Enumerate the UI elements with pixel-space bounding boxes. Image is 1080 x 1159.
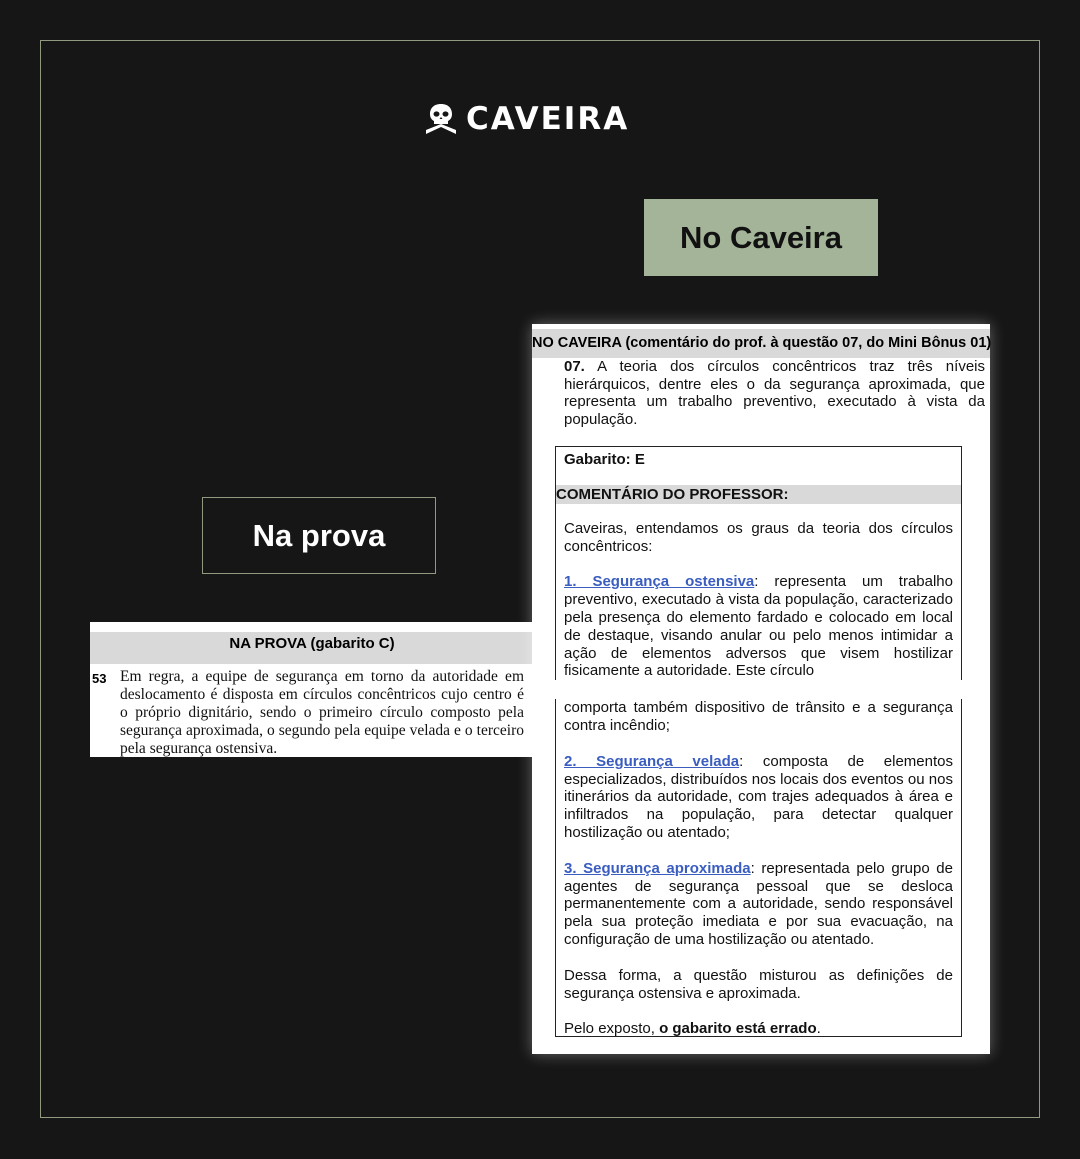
question-number: 53 [92,671,107,686]
caveira-question-text: A teoria dos círculos concêntricos traz três níveis hierárquicos, dentre eles o da segurança aproximada, que representa um trabalho preventivo, executado à vista da população. [564,358,985,428]
ostensiva-link[interactable]: 1. Segurança ostensiva [564,573,755,591]
final-prefix: Pelo exposto, [564,1020,660,1038]
no-caveira-label: No Caveira [644,199,878,276]
final-verdict [556,1020,961,1038]
logo-text: CAVEIRA [466,101,630,137]
aproximada-link[interactable]: 3. Segurança aproximada [564,859,751,877]
aproximada-text: : representada pelo grupo de agentes de segurança pessoal que se desloca permanentemente com a autoridade, sendo responsável pela sua proteção imediata e por sua evacuação, na configuração de uma hostilização ou atentado. [564,859,953,948]
page-break [554,680,963,699]
na-prova-card [90,622,534,757]
ostensiva-text-a: : representa um trabalho preventivo, executado à vista da população, caracterizado pela presença do elemento fardado e colocado em local de destaque, visando anular ou pelo menos intimidar a ação de elementos adversos que visem hostilizar fisicamente a autoridade. Este círculo [564,573,953,680]
na-prova-label: Na prova [202,497,436,574]
item-aproximada [556,860,961,949]
na-prova-question [90,664,534,758]
caveira-question [564,358,985,428]
ostensiva-text-b: comporta também dispositivo de trânsito e a segurança contra incêndio; [564,699,953,734]
na-prova-header: NA PROVA (gabarito C) [90,632,534,664]
velada-text: : composta de elementos especializados, distribuídos nos locais dos eventos ou nos itinerários da autoridade, com trajes adequados à área e infiltrados na população, para detectar qualquer hostilização ou atentado; [564,752,953,841]
skull-reader-icon [424,102,458,136]
gabarito: Gabarito: E [564,451,645,468]
comment-header: COMENTÁRIO DO PROFESSOR: [556,485,961,504]
comment-intro: Caveiras, entendamos os graus da teoria dos círculos concêntricos: [564,519,953,555]
caveira-question-number: 07. [564,358,585,375]
item-ostensiva [556,573,961,680]
question-text: Em regra, a equipe de segurança em torno da autoridade em deslocamento é disposta em círculos concêntricos cujo centro é o próprio dignitário, sendo o primeiro círculo composto pela segurança aproximada, o segundo pela equipe velada e o terceiro pela segurança ostensiva. [120,668,524,757]
final-suffix: . [816,1020,821,1038]
velada-link[interactable]: 2. Segurança velada [564,752,740,770]
no-caveira-card [532,324,990,1054]
conclusion: Dessa forma, a questão misturou as definições de segurança ostensiva e aproximada. [564,966,953,1002]
final-bold: o gabarito está errado [659,1020,817,1038]
no-caveira-header: NO CAVEIRA (comentário do prof. à questão 07, do Mini Bônus 01) [532,329,990,358]
comment-box [555,446,962,1037]
item-velada [556,753,961,842]
logo [424,100,629,138]
